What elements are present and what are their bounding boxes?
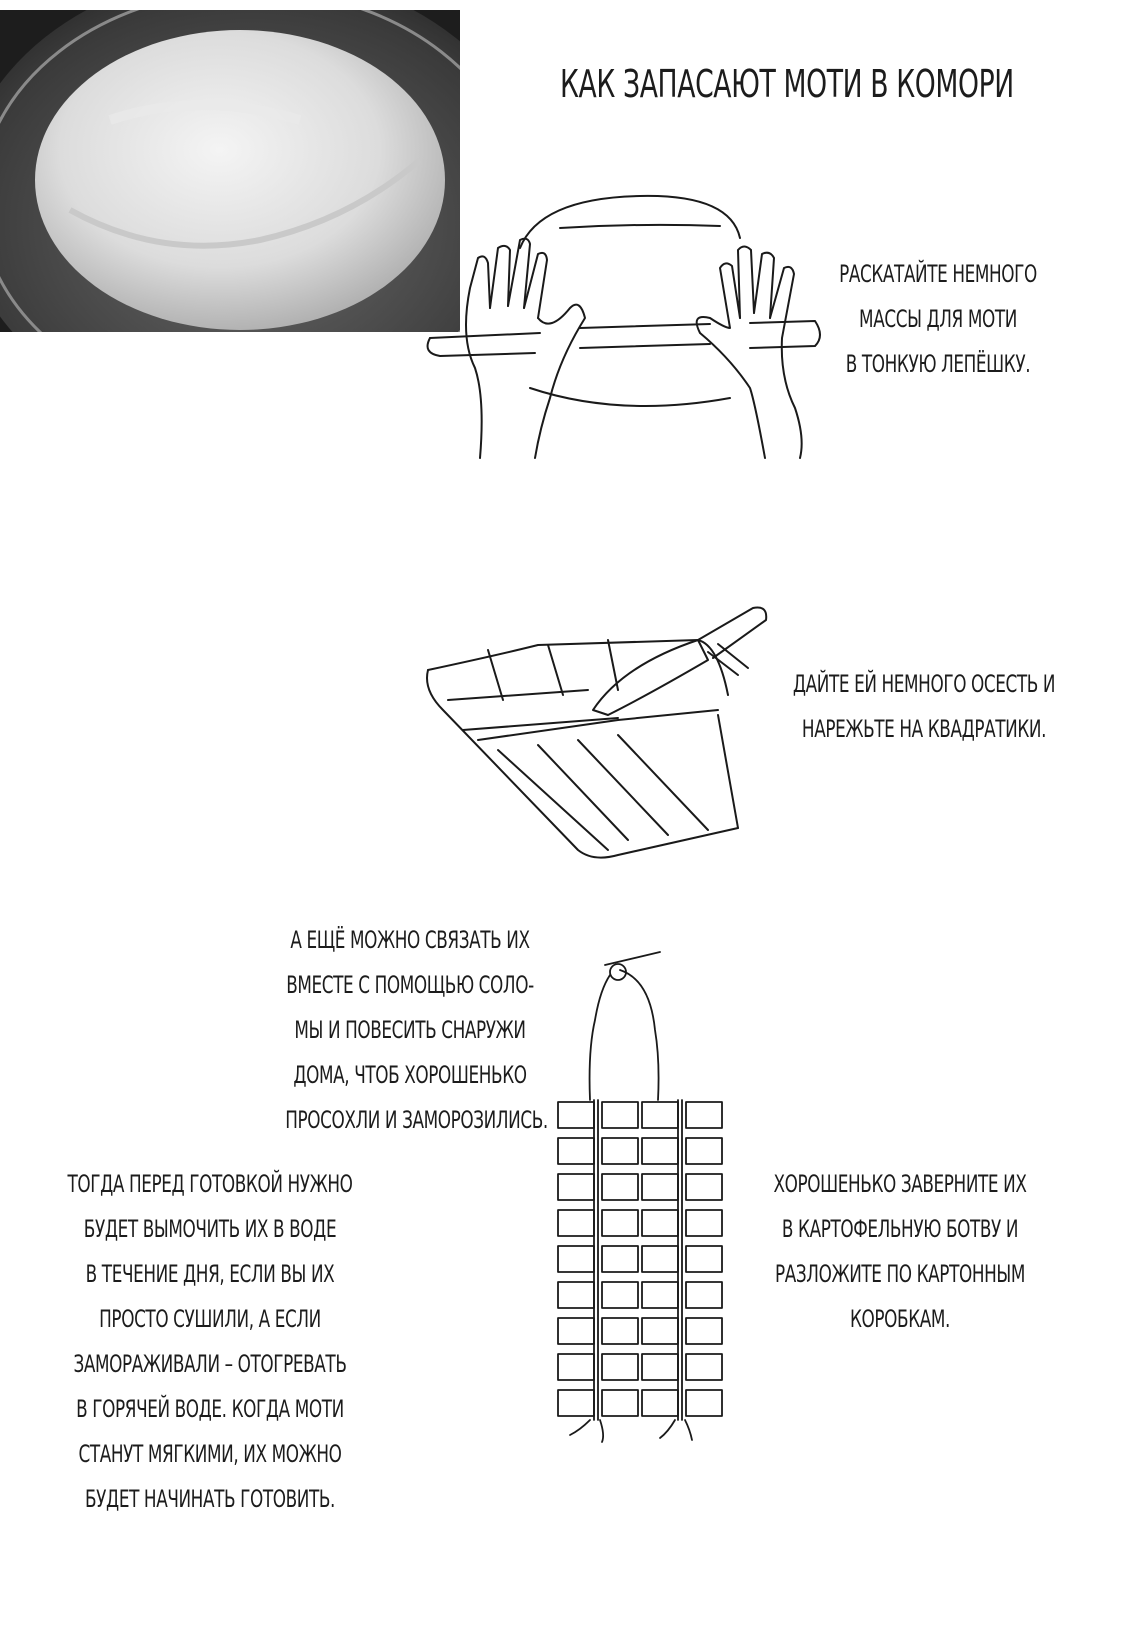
step-tie-line-3: МЫ И ПОВЕСИТЬ СНАРУЖИ [294, 1016, 526, 1044]
step-prepare-line-6: В ГОРЯЧЕЙ ВОДЕ. КОГДА МОТИ [76, 1395, 344, 1423]
mochi-dough-photo-art [0, 10, 460, 332]
rolling-pin-hands-drawing [420, 188, 840, 463]
step-roll-line-2: МАССЫ ДЛЯ МОТИ [859, 305, 1017, 333]
mochi-dough-photo [0, 10, 460, 332]
step-wrap-line-3: РАЗЛОЖИТЕ ПО КАРТОННЫМ [775, 1260, 1025, 1288]
step-prepare-line-5: ЗАМОРАЖИВАЛИ – ОТОГРЕВАТЬ [73, 1350, 347, 1378]
step-roll-line-1: РАСКАТАЙТЕ НЕМНОГО [839, 260, 1037, 288]
step-cut-line-2: НАРЕЖЬТЕ НА КВАДРАТИКИ. [801, 715, 1047, 743]
step-tie-line-2: ВМЕСТЕ С ПОМОЩЬЮ СОЛО- [286, 971, 534, 999]
step-wrap-line-4: КОРОБКАМ. [849, 1305, 951, 1333]
step-roll-text [837, 252, 1040, 387]
step-prepare-line-7: СТАНУТ МЯГКИМИ, ИХ МОЖНО [78, 1440, 342, 1468]
step-cut-text [784, 662, 1065, 752]
step-prepare-line-3: В ТЕЧЕНИЕ ДНЯ, ЕСЛИ ВЫ ИХ [85, 1260, 335, 1288]
step-prepare-line-2: БУДЕТ ВЫМОЧИТЬ ИХ В ВОДЕ [83, 1215, 337, 1243]
page-title: КАК ЗАПАСАЮТ МОТИ В КОМОРИ [560, 62, 1014, 106]
step-prepare-line-8: БУДЕТ НАЧИНАТЬ ГОТОВИТЬ. [85, 1485, 335, 1513]
step-wrap-line-2: В КАРТОФЕЛЬНУЮ БОТВУ И [781, 1215, 1019, 1243]
straw-tied-mochi-drawing [540, 950, 740, 1450]
step-tie-text [285, 918, 548, 1143]
knife-cutting-squares-drawing [418, 600, 778, 865]
step-wrap-line-1: ХОРОШЕНЬКО ЗАВЕРНИТЕ ИХ [773, 1170, 1027, 1198]
step-prepare-line-1: ТОГДА ПЕРЕД ГОТОВКОЙ НУЖНО [67, 1170, 353, 1198]
step-tie-line-1: А ЕЩЁ МОЖНО СВЯЗАТЬ ИХ [290, 926, 530, 954]
step-wrap-text [767, 1162, 1032, 1342]
step-tie-line-4: ДОМА, ЧТОБ ХОРОШЕНЬКО [293, 1061, 527, 1089]
step-prepare-line-4: ПРОСТО СУШИЛИ, А ЕСЛИ [99, 1305, 321, 1333]
step-tie-line-5: ПРОСОХЛИ И ЗАМОРОЗИЛИСЬ. [285, 1106, 548, 1134]
step-roll-line-3: В ТОНКУЮ ЛЕПЁШКУ. [845, 350, 1031, 378]
step-cut-line-1: ДАЙТЕ ЕЙ НЕМНОГО ОСЕСТЬ И [792, 670, 1056, 698]
step-prepare-text [62, 1162, 358, 1522]
